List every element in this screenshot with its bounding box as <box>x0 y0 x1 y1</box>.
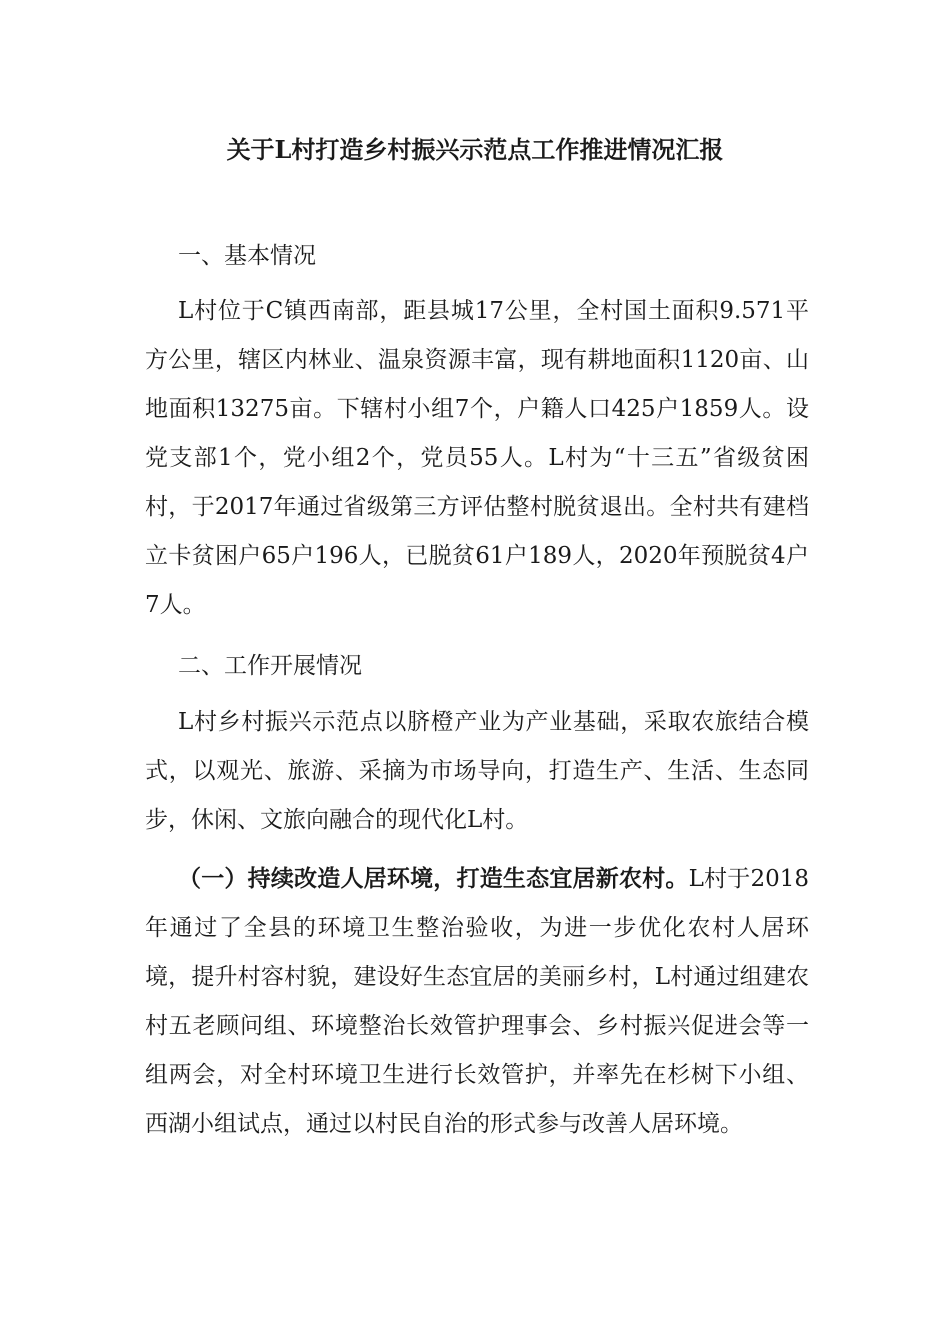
section-heading-work-progress: 二、工作开展情况 <box>178 653 362 679</box>
paragraph-basic-info: L村位于C镇西南部，距县城17公里，全村国土面积9.571平方公里，辖区内林业、温泉资源丰富，现有耕地面积1120亩、山地面积13275亩。下辖村小组7个，户籍人口425户1859人。设党支部1个，党小组2个，党员55人。L村为“十三五”省级贫困村，于2017年通过省级第三方评估整村脱贫退出。全村共有建档立卡贫困户65户196人，已脱贫61户189人，2020年预脱贫4户7人。 <box>145 298 809 618</box>
paragraph-subsection-environment <box>145 854 809 1149</box>
document-title: 关于L村打造乡村振兴示范点工作推进情况汇报 <box>226 135 724 164</box>
paragraph-work-overview: L村乡村振兴示范点以脐橙产业为产业基础，采取农旅结合模式，以观光、旅游、采摘为市场导向，打造生产、生活、生态同步，休闲、文旅向融合的现代化L村。 <box>145 709 809 833</box>
subsection-lead: （一）持续改造人居环境，打造生态宜居新农村。 <box>178 865 689 892</box>
section-heading-basic-info: 一、基本情况 <box>178 243 316 269</box>
subsection-text: L村于2018年通过了全县的环境卫生整治验收，为进一步优化农村人居环境，提升村容村貌，建设好生态宜居的美丽乡村，L村通过组建农村五老顾问组、环境整治长效管护理事会、乡村振兴促进会等一组两会，对全村环境卫生进行长效管护，并率先在杉树下小组、西湖小组试点，通过以村民自治的形式参与改善人居环境。 <box>145 866 810 1137</box>
